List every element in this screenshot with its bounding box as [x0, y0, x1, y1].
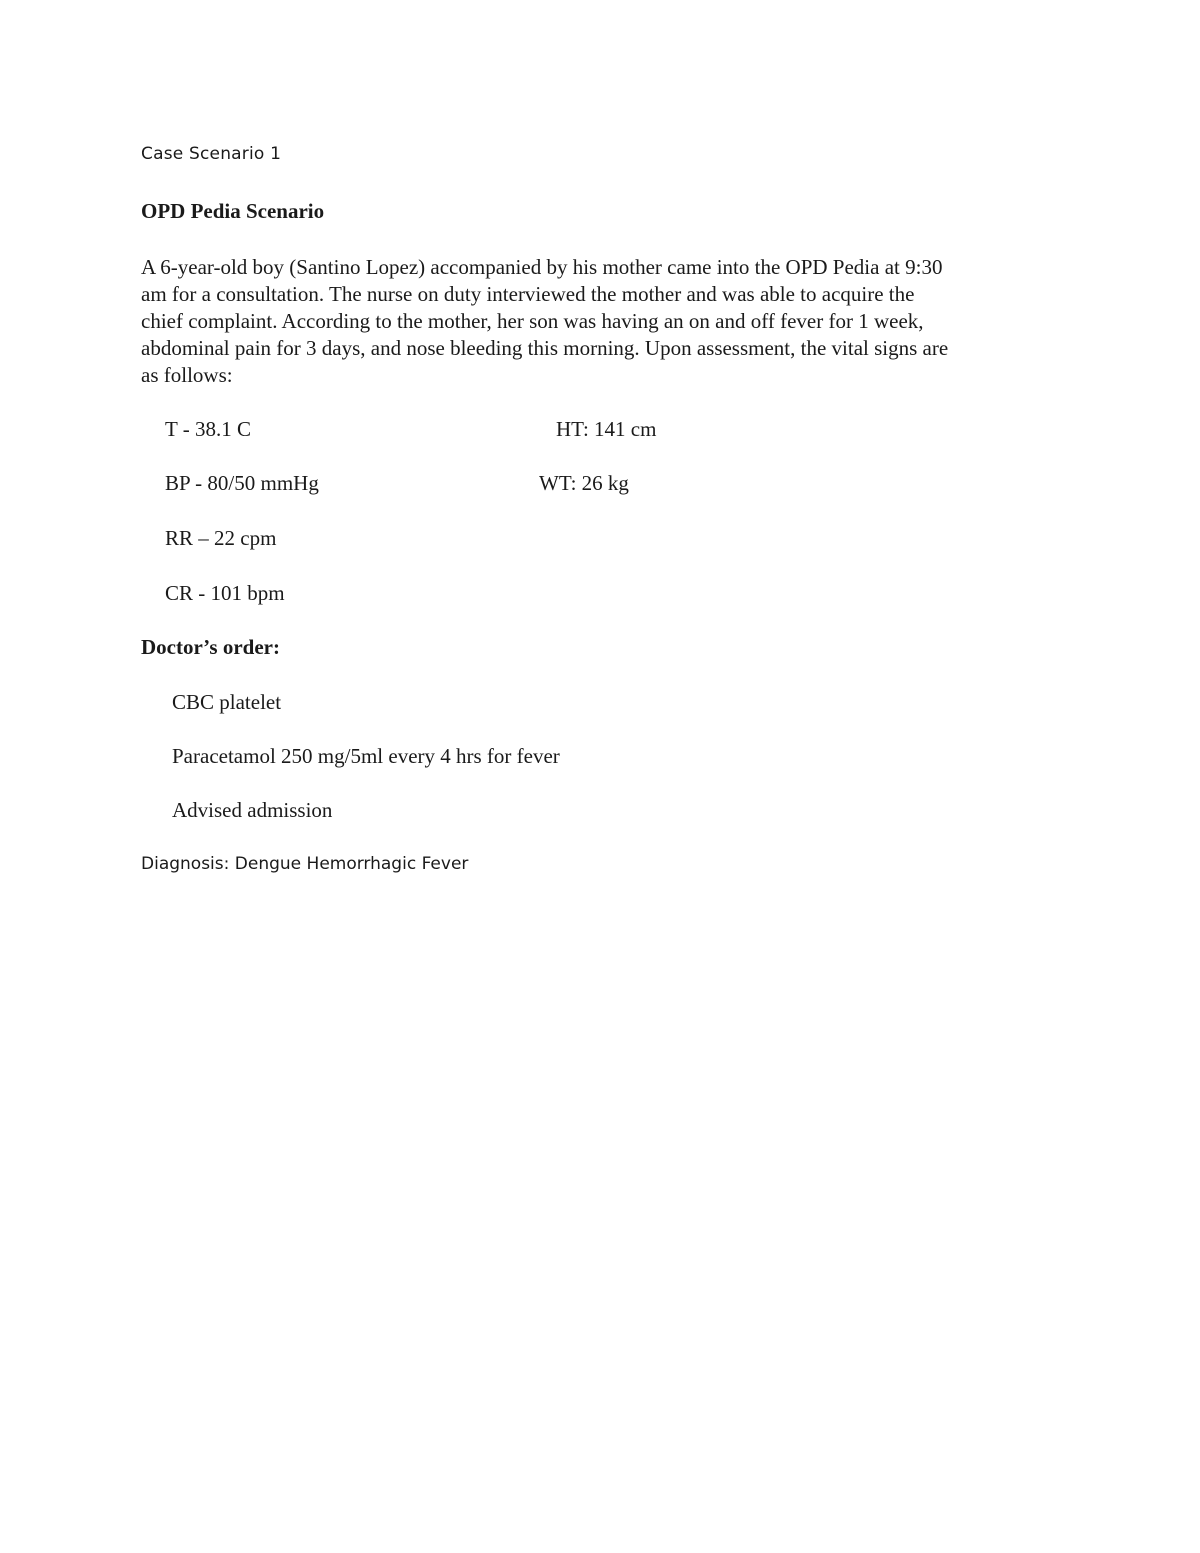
- order-item: CBC platelet: [172, 690, 282, 714]
- narrative-line: am for a consultation. The nurse on duty interviewed the mother and was able to acquire the: [141, 282, 915, 306]
- diagnosis-value: Dengue Hemorrhagic Fever: [234, 854, 469, 874]
- diagnosis: [141, 854, 468, 874]
- vital-height: HT: 141 cm: [556, 417, 657, 441]
- diagnosis-label: Diagnosis:: [141, 854, 230, 874]
- order-item: Paracetamol 250 mg/5ml every 4 hrs for fever: [172, 744, 560, 768]
- vital-respiratory-rate: RR – 22 cpm: [165, 526, 277, 550]
- narrative-paragraph: [141, 254, 1061, 389]
- narrative-line: chief complaint. According to the mother, her son was having an on and off fever for 1 week,: [141, 309, 924, 333]
- vital-weight: WT: 26 kg: [539, 471, 629, 495]
- doctors-order-title: Doctor’s order:: [141, 635, 280, 659]
- scenario-title: OPD Pedia Scenario: [141, 199, 325, 223]
- narrative-line: abdominal pain for 3 days, and nose bleeding this morning. Upon assessment, the vital signs are: [141, 336, 949, 360]
- case-label: Case Scenario 1: [141, 144, 282, 164]
- vital-cardiac-rate: CR - 101 bpm: [165, 581, 285, 605]
- order-item: Advised admission: [172, 798, 333, 822]
- vital-temperature: T - 38.1 C: [165, 417, 251, 441]
- narrative-line: A 6-year-old boy (Santino Lopez) accompanied by his mother came into the OPD Pedia at 9:30: [141, 255, 943, 279]
- narrative-line: as follows:: [141, 363, 233, 387]
- vital-blood-pressure: BP - 80/50 mmHg: [165, 471, 319, 495]
